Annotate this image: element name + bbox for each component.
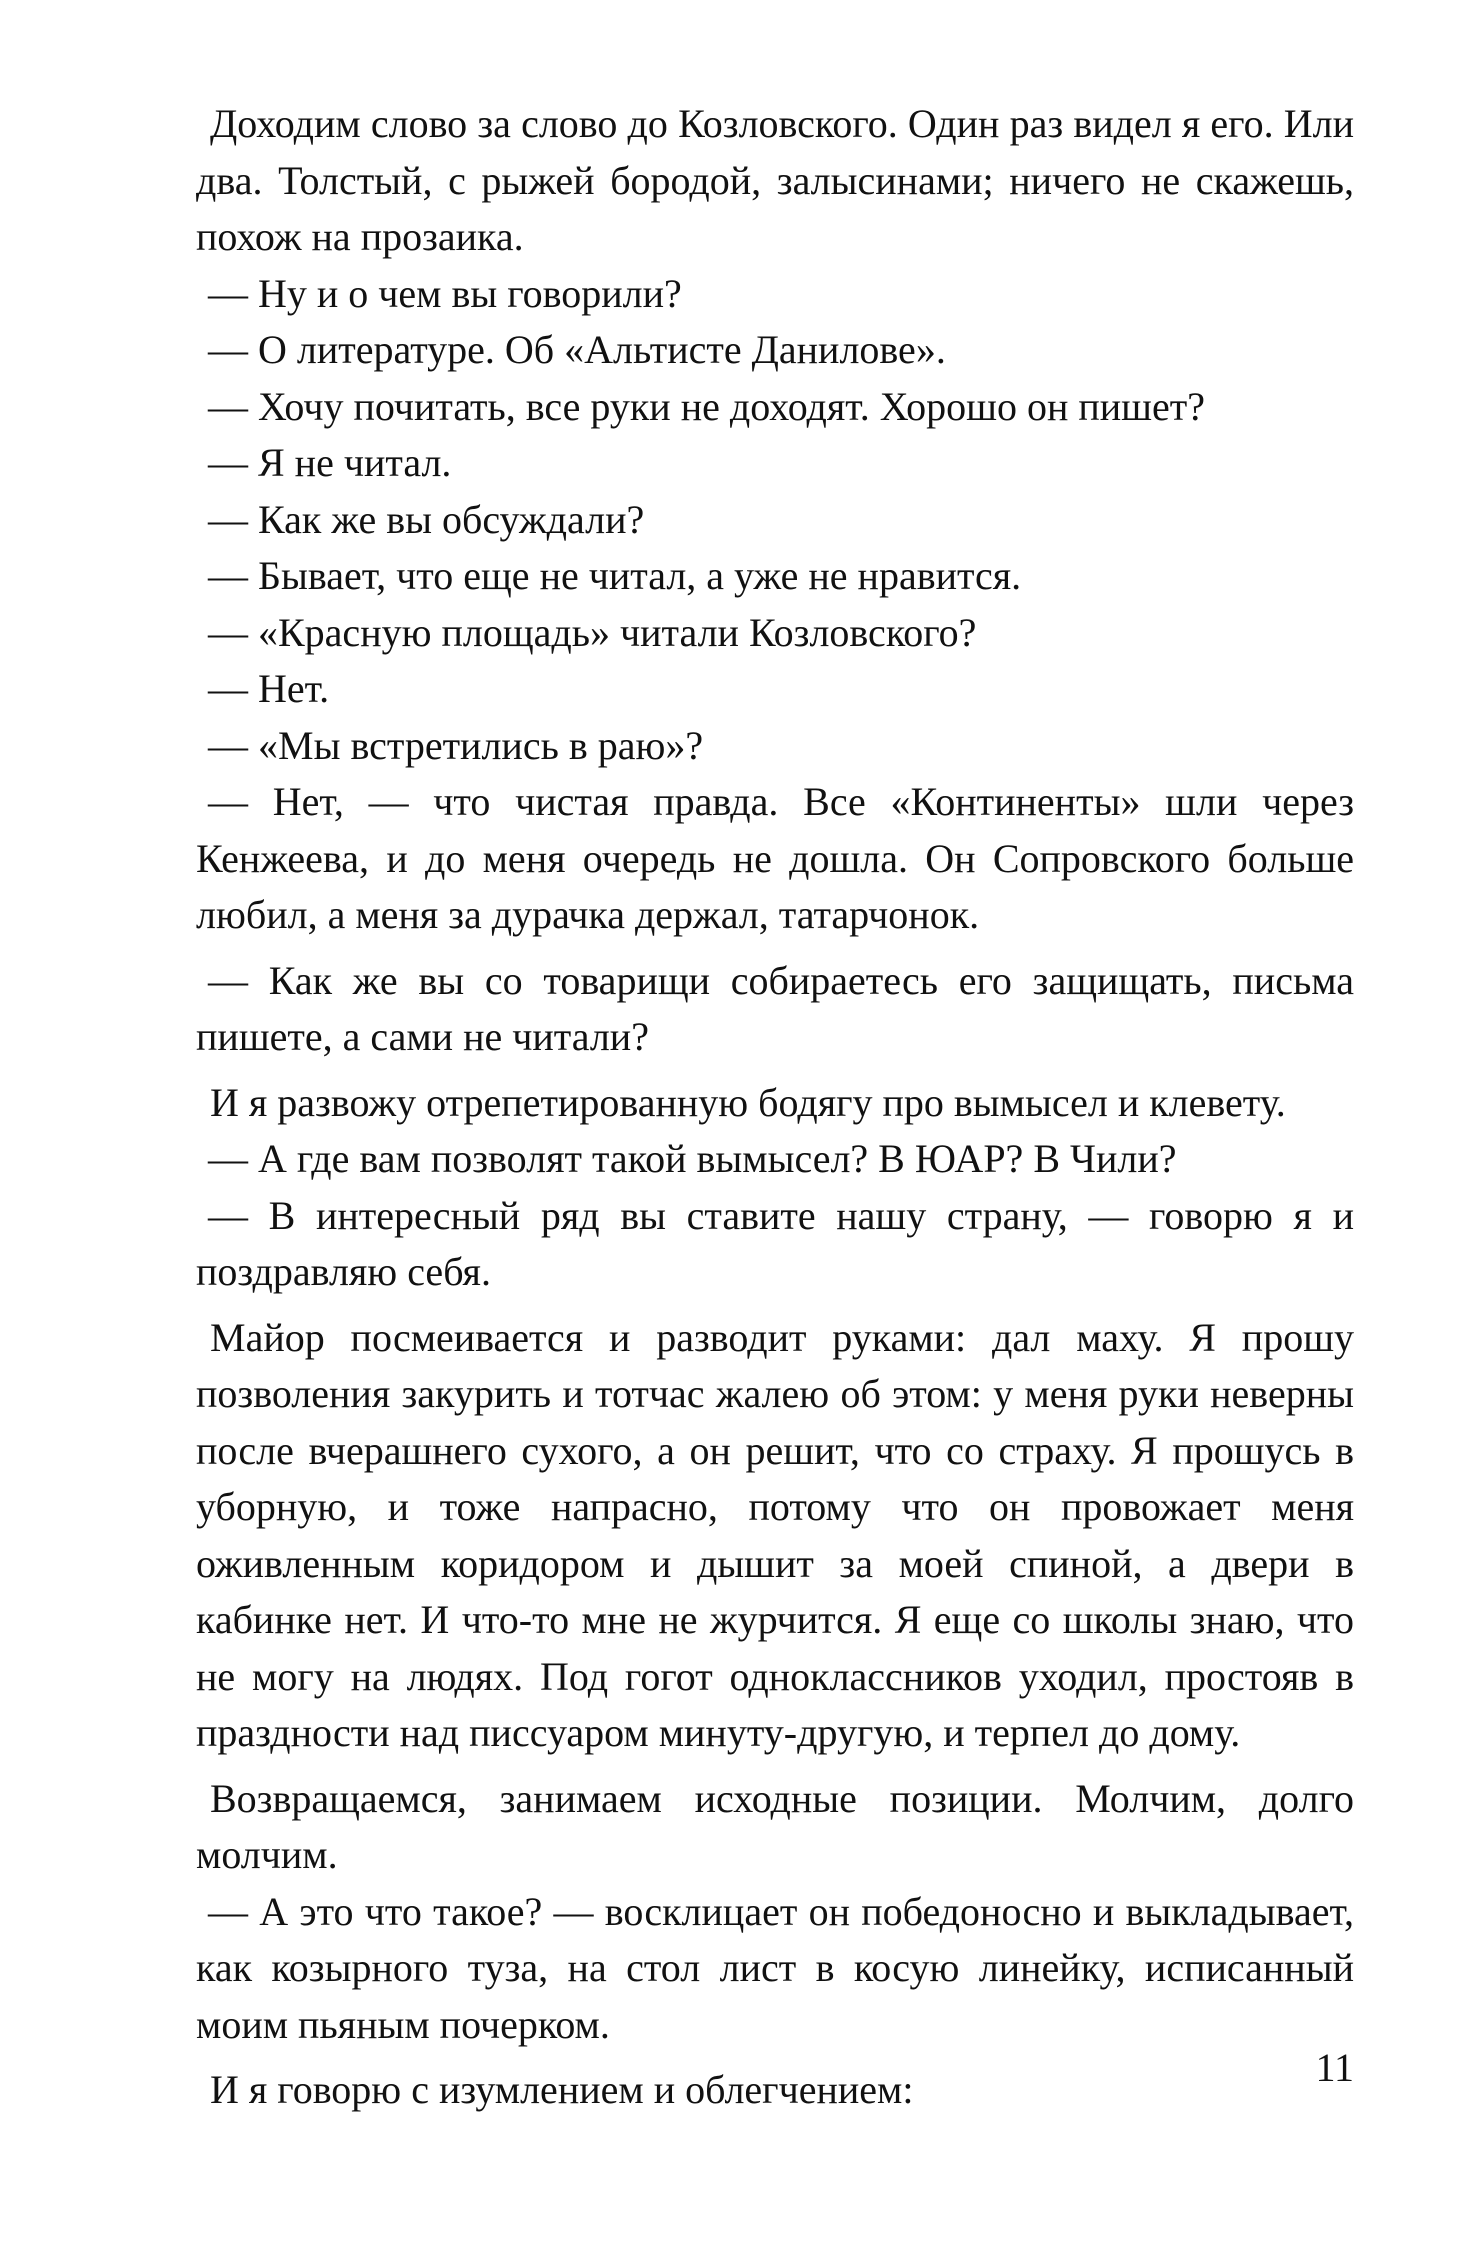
dialog-line: — Нет. (208, 666, 330, 711)
paragraph: Возвращаемся, занимаем исходные позиции. Молчим, долго молчим. (196, 1775, 1354, 1877)
dialog-line: — «Мы встретились в раю»? (208, 722, 704, 768)
dialog-line: — Бывает, что еще не читал, а уже не нравится. (208, 553, 1022, 598)
dialog-line: — А где вам позволят такой вымысел? В ЮАР? В Чили? (208, 1136, 1177, 1181)
dialog-line: — Как же вы со товарищи собираетесь его защищать, письма пишете, а сами не читали? (196, 957, 1354, 1059)
paragraph: И я развожу отрепетированную бодягу про вымысел и клевету. (210, 1079, 1286, 1125)
paragraph: Доходим слово за слово до Козловского. Один раз видел я его. Или два. Толстый, с рыжей бородой, залысинами; ничего не скажешь, похож на прозаика. (196, 101, 1354, 259)
dialog-line: — А это что такое? — восклицает он победоносно и выкладывает, как козырного туза, на стол лист в косую линейку, исписанный моим пьяным почерком. (196, 1888, 1354, 2047)
dialog-line: — Хочу почитать, все руки не доходят. Хорошо он пишет? (208, 383, 1205, 429)
body-text (196, 96, 1354, 2119)
dialog-line: — Как же вы обсуждали? (208, 496, 645, 542)
dialog-line: — Ну и о чем вы говорили? (208, 270, 682, 316)
paragraph: Майор посмеивается и разводит руками: дал маху. Я прошу позволения закурить и тотчас жалею об этом: у меня руки неверны после вчерашнего сухого, а он решит, что со страху. Я прошусь в уборную, и тоже напрасно, потому что он провожает меня оживленным коридором и дышит за моей спиной, а двери в кабинке нет. И что-то мне не журчится. Я еще со школы знаю, что не могу на людях. Под гогот одноклассников уходил, простояв в праздности над писсуаром минуту-другую, и терпел до дому. (196, 1314, 1354, 1755)
page-number: 11 (1315, 2045, 1354, 2090)
dialog-line: — О литературе. Об «Альтисте Данилове». (208, 327, 946, 372)
paragraph: И я говорю с изумлением и облегчением: (210, 2067, 914, 2112)
dialog-line: — В интересный ряд вы ставите нашу страну, — говорю я и поздравляю себя. (196, 1192, 1354, 1294)
dialog-line: — Я не читал. (208, 440, 452, 485)
dialog-line: — Нет, — что чистая правда. Все «Континенты» шли через Кенжеева, и до меня очередь не дошла. Он Сопровского больше любил, а меня за дурачка держал, татарчонок. (196, 779, 1354, 937)
dialog-line: — «Красную площадь» читали Козловского? (208, 609, 977, 655)
